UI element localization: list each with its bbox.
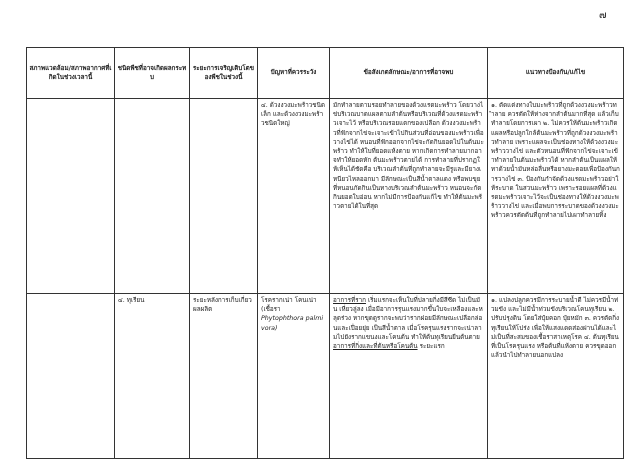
cell-crop (115, 99, 190, 294)
pathogen-label: (เชื้อรา (261, 306, 281, 314)
pest-guidance-table (26, 47, 624, 459)
header-environment: สภาพแวดล้อม/สภาพอากาศที่เกิดในช่วงเวลานี้ (27, 48, 115, 99)
table-header-row (27, 48, 624, 99)
header-symptoms: ข้อสังเกตลักษณะ/อาการที่อาจพบ (330, 48, 488, 99)
header-growth-stage: ระยะการเจริญเติบโตของพืชในช่วงนี้ (190, 48, 258, 99)
symptom-text-stem: ระยะแรก (419, 343, 445, 351)
symptom-text-root: เริ่มแรกจะเห็นใบที่ปลายกิ่งมีสีซีด ไม่เป็นมัน เหี่ยวลู่ลง เมื่อมีอาการรุนแรงมากขึ้นใบจะเหลืองและหลุดร่วง หากขุดดูรากจะพบว่ารากฝอยมีลักษณะเปลือกล่อนและเปื่อยยุ่ย เป็นสีน้ำตาล เมื่อโรครุนแรงรากจะเน่าลามไปยังรากแขนงและโคนต้น ทำให้ต้นทุเรียนยืนต้นตาย (333, 297, 483, 341)
cell-crop: ๔. ทุเรียน (115, 294, 190, 459)
symptom-heading-root: อาการที่ราก (333, 297, 366, 304)
cell-symptoms: มักทำลายตามรอยทำลายของด้วงแรดมะพร้าว โดยวางไข่บริเวณบาดแผลตามลำต้นหรือบริเวณที่ด้วงแรดมะพร้าวเจาะไว้ หรือบริเวณรอยแตกของเปลือก ด้วงงวงมะพร้าวที่ฟักจากไข่จะเจาะเข้าไปกินส่วนที่อ่อนของมะพร้าวเพื่อวางไข่ได้ หนอนที่ฟักออกจากไข่จะกัดกินยอดไปในต้นมะพร้าว ทำให้ใบที่ยอดแห้งตาย หากเกิดการทำลายมากอาจทำให้ยอดหัก ต้นมะพร้าวตายได้ การทำลายที่ปรากฏให้เห็นได้ชัดคือ บริเวณลำต้นที่ถูกทำลายจะมีรูและมียางเหนียวไหลออกมา มีลักษณะเป็นสีน้ำตาลแดง หรือพบขุยที่หนอนกัดกินเป็นทางบริเวณลำต้นมะพร้าว หนอนจะกัดกินยอดใบอ่อน หากไม่มีการป้องกันแก้ไข ทำให้ต้นมะพร้าวตายได้ในที่สุด (330, 99, 488, 294)
table-row (27, 294, 624, 459)
cell-prevention: ๑. ตัดแต่งทางใบมะพร้าวที่ถูกด้วงงวงมะพร้าวทำลาย ควรตัดให้ห่างจากลำต้นมากที่สุด แล้วเก็บทำลายโดยการเผา ๒. ไม่ควรให้ต้นมะพร้าวเกิดแผลหรือปลูกใกล้ต้นมะพร้าวที่ถูกด้วงงวงมะพร้าวทำลาย เพราะแผลจะเป็นช่องทางให้ด้วงงวงมะพร้าววางไข่ และตัวหนอนที่ฟักจากไข่จะเจาะเข้าทำลายในต้นมะพร้าวได้ หากลำต้นเป็นแผลให้ทาด้วยน้ำมันหล่อลื่นหรือยางมะตอยเพื่อป้องกันการวางไข่ ๓. ป้องกันกำจัดด้วงแรดมะพร้าวอย่าให้ระบาด ในสวนมะพร้าว เพราะรอยแผลที่ด้วงแรดมะพร้าวเจาะไว้จะเป็นช่องทางให้ด้วงงวงมะพร้าววางไข่ และเมื่อพบการระบาดของด้วงงวงมะพร้าวควรตัดต้นที่ถูกทำลายไปเผาทำลายทิ้ง (488, 99, 624, 294)
page-number: ๗ (599, 10, 607, 21)
cell-environment (27, 294, 115, 459)
cell-stage (190, 99, 258, 294)
cell-stage: ระยะหลังการเก็บเกี่ยวผลผลิต (190, 294, 258, 459)
pathogen-name: Phytophthora palmivora) (261, 315, 324, 332)
symptom-heading-stem: อาการที่กิ่งและที่ต้นหรือโคนต้น (333, 343, 418, 351)
cell-problem: ๔. ด้วงงวงมะพร้าวชนิดเล็ก และด้วงงวงมะพร้าวชนิดใหญ่ (258, 99, 330, 294)
cell-environment (27, 99, 115, 294)
cell-symptoms (330, 294, 488, 459)
header-prevention: แนวทางป้องกัน/แก้ไข (488, 48, 624, 99)
table-row (27, 99, 624, 294)
header-problem: ปัญหาที่ควรระวัง (258, 48, 330, 99)
problem-name: โรครากเน่า โคนเน่า (261, 297, 317, 304)
cell-prevention: ๑. แปลงปลูกควรมีการระบายน้ำดี ไม่ควรมีน้ำท่วมขัง และไม่มีน้ำท่วมขังบริเวณโคนทุเรียน ๒. ปรับปรุงดิน โดยใส่ปุ๋ยคอก ปุ๋ยหมัก ๓. ควรตัดกิ่งทุเรียนให้โปร่ง เพื่อให้แสงแดดส่องผ่านได้และไม่เป็นที่สะสมของเชื้อราสาเหตุโรค ๔. ต้นทุเรียนที่เป็นโรครุนแรง หรือต้นที่แห้งตาย ควรขุดออกแล้วนำไปทำลายนอกแปลง (488, 294, 624, 459)
cell-problem (258, 294, 330, 459)
header-crop: ชนิดพืชที่อาจเกิดผลกระทบ (115, 48, 190, 99)
